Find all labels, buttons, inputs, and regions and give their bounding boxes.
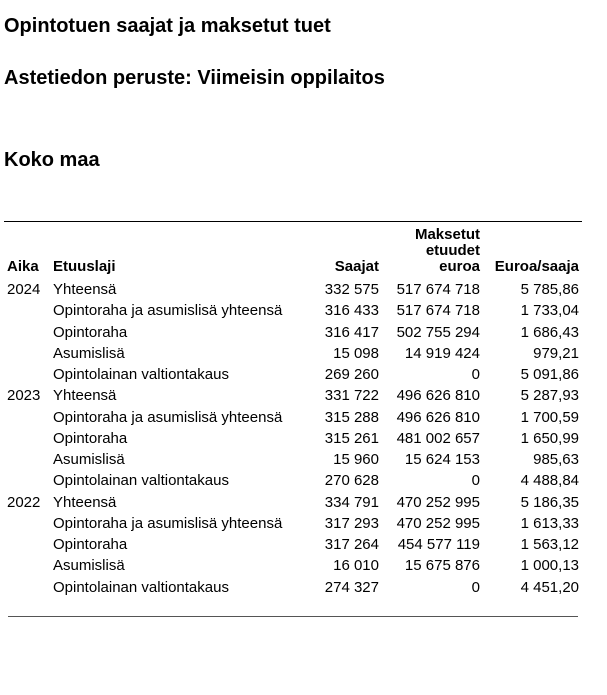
- cell-saajat: 317 293: [324, 514, 379, 532]
- table-body: [4, 279, 582, 598]
- cell-euroa-saaja: 4 488,84: [520, 472, 579, 490]
- cell-euroa-saaja: 1 613,33: [520, 514, 579, 532]
- cell-maksetut: 470 252 995: [396, 493, 480, 511]
- cell-aika: 2022: [7, 493, 41, 511]
- table-row: [4, 385, 582, 406]
- table-row: [4, 449, 582, 470]
- table-row: [4, 470, 582, 491]
- table-row: [4, 555, 582, 576]
- cell-etuuslaji: Opintolainan valtiontakaus: [53, 366, 229, 384]
- cell-maksetut: 517 674 718: [396, 281, 480, 299]
- cell-euroa-saaja: 1 000,13: [520, 557, 579, 575]
- cell-aika: [4, 513, 50, 534]
- header-maksetut-line2: etuudet: [425, 242, 480, 259]
- cell-etuuslaji: Yhteensä: [53, 387, 117, 405]
- cell-aika: 2024: [7, 281, 41, 299]
- cell-etuuslaji: Asumislisä: [53, 451, 125, 469]
- table-row: [4, 534, 582, 555]
- cell-maksetut: 15 675 876: [404, 557, 480, 575]
- header-maksetut-line1: Maksetut: [414, 226, 480, 243]
- header-euroa-saaja: Euroa/saaja: [494, 258, 579, 275]
- cell-maksetut: 496 626 810: [396, 387, 480, 405]
- cell-etuuslaji: Opintolainan valtiontakaus: [53, 472, 229, 490]
- header-saajat: Saajat: [334, 258, 379, 275]
- table-row: [4, 492, 582, 513]
- table-row: [4, 577, 582, 598]
- cell-etuuslaji: Opintoraha: [53, 323, 128, 341]
- cell-maksetut: 502 755 294: [396, 323, 480, 341]
- cell-maksetut: 481 002 657: [396, 429, 480, 447]
- cell-etuuslaji: Yhteensä: [53, 493, 117, 511]
- cell-etuuslaji: Yhteensä: [53, 281, 117, 299]
- cell-saajat: 315 261: [324, 429, 379, 447]
- cell-aika: 2023: [7, 387, 41, 405]
- header-etuuslaji: Etuuslaji: [53, 258, 116, 275]
- cell-etuuslaji: Opintoraha: [53, 536, 128, 554]
- cell-maksetut: 454 577 119: [397, 536, 480, 554]
- cell-euroa-saaja: 985,63: [533, 451, 579, 469]
- cell-etuuslaji: Opintoraha ja asumislisä yhteensä: [53, 408, 283, 426]
- cell-saajat: 331 722: [324, 387, 379, 405]
- table-header: [4, 222, 582, 279]
- table-row: [4, 343, 582, 364]
- cell-euroa-saaja: 1 700,59: [520, 408, 579, 426]
- cell-saajat: 316 417: [324, 323, 379, 341]
- cell-saajat: 317 264: [324, 536, 379, 554]
- header-row: [4, 222, 582, 279]
- cell-euroa-saaja: 5 091,86: [520, 366, 579, 384]
- cell-etuuslaji: Opintoraha ja asumislisä yhteensä: [53, 514, 283, 532]
- cell-saajat: 316 433: [324, 302, 379, 320]
- cell-saajat: 15 098: [333, 344, 379, 362]
- cell-aika: [4, 300, 50, 321]
- cell-euroa-saaja: 5 287,93: [520, 387, 579, 405]
- cell-saajat: 269 260: [324, 366, 379, 384]
- cell-etuuslaji: Asumislisä: [53, 557, 125, 575]
- cell-maksetut: 0: [471, 472, 480, 490]
- cell-euroa-saaja: 5 785,86: [520, 281, 579, 299]
- cell-aika: [4, 343, 50, 364]
- cell-euroa-saaja: 5 186,35: [520, 493, 579, 511]
- cell-etuuslaji: Asumislisä: [53, 344, 125, 362]
- cell-aika: [4, 470, 50, 491]
- cell-aika: [4, 449, 50, 470]
- table-row: [4, 300, 582, 321]
- cell-saajat: 274 327: [324, 578, 379, 596]
- cell-maksetut: 470 252 995: [396, 514, 480, 532]
- cell-saajat: 16 010: [333, 557, 379, 575]
- region-subtitle: Koko maa: [4, 149, 100, 171]
- cell-aika: [4, 407, 50, 428]
- cell-euroa-saaja: 979,21: [533, 344, 579, 362]
- cell-saajat: 334 791: [324, 493, 379, 511]
- cell-euroa-saaja: 1 686,43: [520, 323, 579, 341]
- table-row: [4, 513, 582, 534]
- cell-saajat: 315 288: [324, 408, 379, 426]
- table-row: [4, 428, 582, 449]
- cell-euroa-saaja: 1 563,12: [520, 536, 579, 554]
- cell-etuuslaji: Opintoraha: [53, 429, 128, 447]
- cell-euroa-saaja: 1 650,99: [520, 429, 579, 447]
- basis-subtitle: Astetiedon peruste: Viimeisin oppilaitos: [4, 67, 385, 89]
- table-row: [4, 322, 582, 343]
- cell-maksetut: 15 624 153: [404, 451, 480, 469]
- cell-euroa-saaja: 4 451,20: [520, 578, 579, 596]
- cell-saajat: 270 628: [324, 472, 379, 490]
- header-aika: Aika: [7, 258, 39, 275]
- cell-maksetut: 517 674 718: [396, 302, 480, 320]
- cell-aika: [4, 577, 50, 598]
- cell-aika: [4, 555, 50, 576]
- cell-euroa-saaja: 1 733,04: [520, 302, 579, 320]
- table-row: [4, 364, 582, 385]
- cell-saajat: 15 960: [333, 451, 379, 469]
- table-bottom-rule: [8, 616, 578, 617]
- cell-aika: [4, 534, 50, 555]
- table-row: [4, 407, 582, 428]
- header-maksetut-line3: euroa: [439, 258, 480, 275]
- cell-etuuslaji: Opintoraha ja asumislisä yhteensä: [53, 302, 283, 320]
- cell-maksetut: 0: [471, 578, 480, 596]
- header-maksetut-etuudet: [382, 222, 483, 279]
- cell-maksetut: 0: [471, 366, 480, 384]
- cell-aika: [4, 364, 50, 385]
- cell-etuuslaji: Opintolainan valtiontakaus: [53, 578, 229, 596]
- table-row: [4, 279, 582, 300]
- cell-aika: [4, 322, 50, 343]
- statistics-table: [4, 222, 582, 598]
- page-title: Opintotuen saajat ja maksetut tuet: [4, 15, 331, 37]
- cell-maksetut: 14 919 424: [404, 344, 480, 362]
- cell-saajat: 332 575: [324, 281, 379, 299]
- cell-aika: [4, 428, 50, 449]
- cell-maksetut: 496 626 810: [396, 408, 480, 426]
